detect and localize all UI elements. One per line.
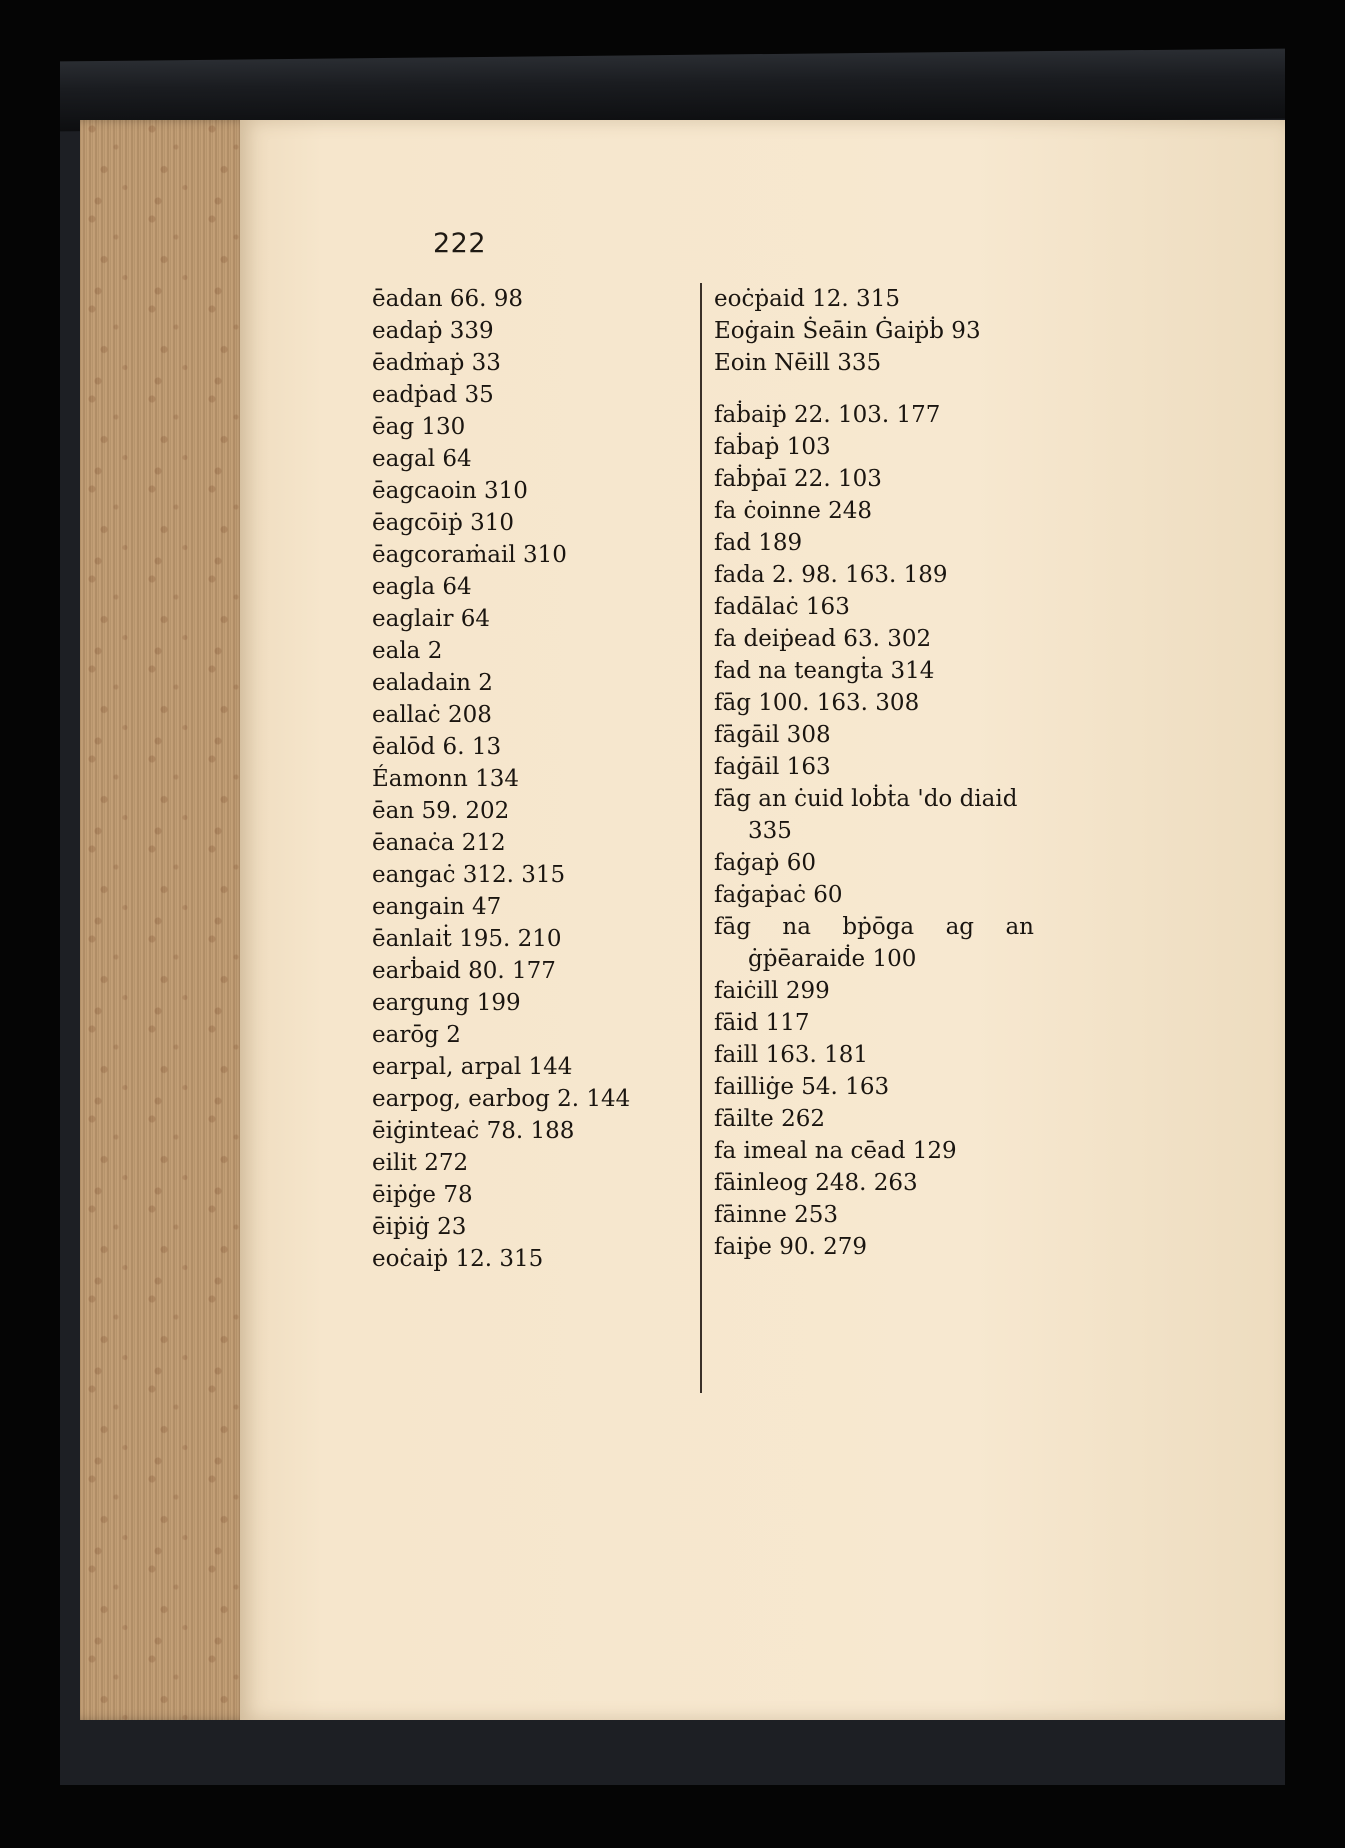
index-entry: ēadan 66. 98 [372,286,524,312]
index-entry-word: na [782,914,811,940]
index-entry: fāinne 253 [714,1202,839,1228]
index-entry: eaglair 64 [372,606,491,632]
index-entry: faiċill 299 [714,978,830,1004]
foxing-spots [80,120,250,1720]
index-entry: Eoġain Ṡeāin Ġaiṗḃ 93 [714,318,981,344]
index-entry: fad 189 [714,530,803,556]
index-entry: earpal, arpal 144 [372,1054,573,1080]
index-entry: ēanaċa 212 [372,830,506,856]
page-number: 222 [433,228,487,259]
index-entry [714,911,1034,943]
index-entry-continuation: 335 [748,818,792,844]
index-entry: ēadṁaṗ 33 [372,350,501,376]
index-entry: eagla 64 [372,574,472,600]
index-column-left [372,283,692,1275]
index-entry: fāgāil 308 [714,722,831,748]
index-entry: ēag 130 [372,414,466,440]
index-entry: eoċṗaid 12. 315 [714,286,900,312]
index-entry: failliġe 54. 163 [714,1074,890,1100]
index-entry: eangain 47 [372,894,502,920]
index-entry: eadṗad 35 [372,382,494,408]
index-entry-word: fāg [714,914,751,940]
index-entry: eala 2 [372,638,443,664]
index-entry: ēagcōiṗ 310 [372,510,515,536]
index-entry: eallaċ 208 [372,702,492,728]
plastic-sleeve [60,49,1285,132]
index-entry: ēiġinteaċ 78. 188 [372,1118,575,1144]
index-entry: ēanlaiṫ 195. 210 [372,926,562,952]
index-entry: ēiṗġe 78 [372,1182,473,1208]
index-entry: ealadain 2 [372,670,493,696]
index-entry: fāid 117 [714,1010,810,1036]
index-entry: faġāil 163 [714,754,831,780]
index-entry: fāg 100. 163. 308 [714,690,920,716]
index-entry: faḃaṗ 103 [714,434,831,460]
index-entry: eangaċ 312. 315 [372,862,566,888]
index-entry: eagal 64 [372,446,472,472]
index-entry: faḃṗaī 22. 103 [714,466,882,492]
index-entry: fāinleog 248. 263 [714,1170,918,1196]
index-entry: eadaṗ 339 [372,318,494,344]
index-column-right [714,283,1034,1263]
index-entry: fa imeal na cēad 129 [714,1138,957,1164]
index-entry-continuation: ġṗēaraiḋe 100 [748,946,917,972]
index-entry: earōg 2 [372,1022,461,1048]
index-entry: earpog, earbog 2. 144 [372,1086,631,1112]
index-entry: ēagcaoin 310 [372,478,528,504]
index-entry: eargung 199 [372,990,521,1016]
index-entry: Éamonn 134 [372,766,519,792]
index-entry: faġaṗaċ 60 [714,882,843,908]
column-divider [700,283,702,1393]
index-entry-word: bṗōga [842,914,915,940]
index-entry: fada 2. 98. 163. 189 [714,562,948,588]
index-entry: eilit 272 [372,1150,469,1176]
index-entry: fāg an ċuid loḃṫa 'do diaid [714,786,1018,812]
index-entry: ēalōd 6. 13 [372,734,502,760]
index-entry: fad na teangṫa 314 [714,658,935,684]
index-entry-word: ag [945,914,975,940]
index-entry: faill 163. 181 [714,1042,869,1068]
index-entry: fadālaċ 163 [714,594,850,620]
index-entry: faḃaiṗ 22. 103. 177 [714,402,941,428]
index-entry: Eoin Nēill 335 [714,350,882,376]
index-entry: ēagcoraṁail 310 [372,542,567,568]
index-entry: ēiṗiġ 23 [372,1214,467,1240]
book-page [240,120,1285,1720]
index-entry-word: an [1005,914,1034,940]
index-entry: fa ċoinne 248 [714,498,873,524]
index-entry: fa deiṗead 63. 302 [714,626,932,652]
index-entry: eoċaiṗ 12. 315 [372,1246,544,1272]
index-entry: faġaṗ 60 [714,850,816,876]
index-entry: faiṗe 90. 279 [714,1234,868,1260]
index-entry: ēan 59. 202 [372,798,510,824]
index-entry: earḃaid 80. 177 [372,958,556,984]
index-entry: fāilte 262 [714,1106,826,1132]
